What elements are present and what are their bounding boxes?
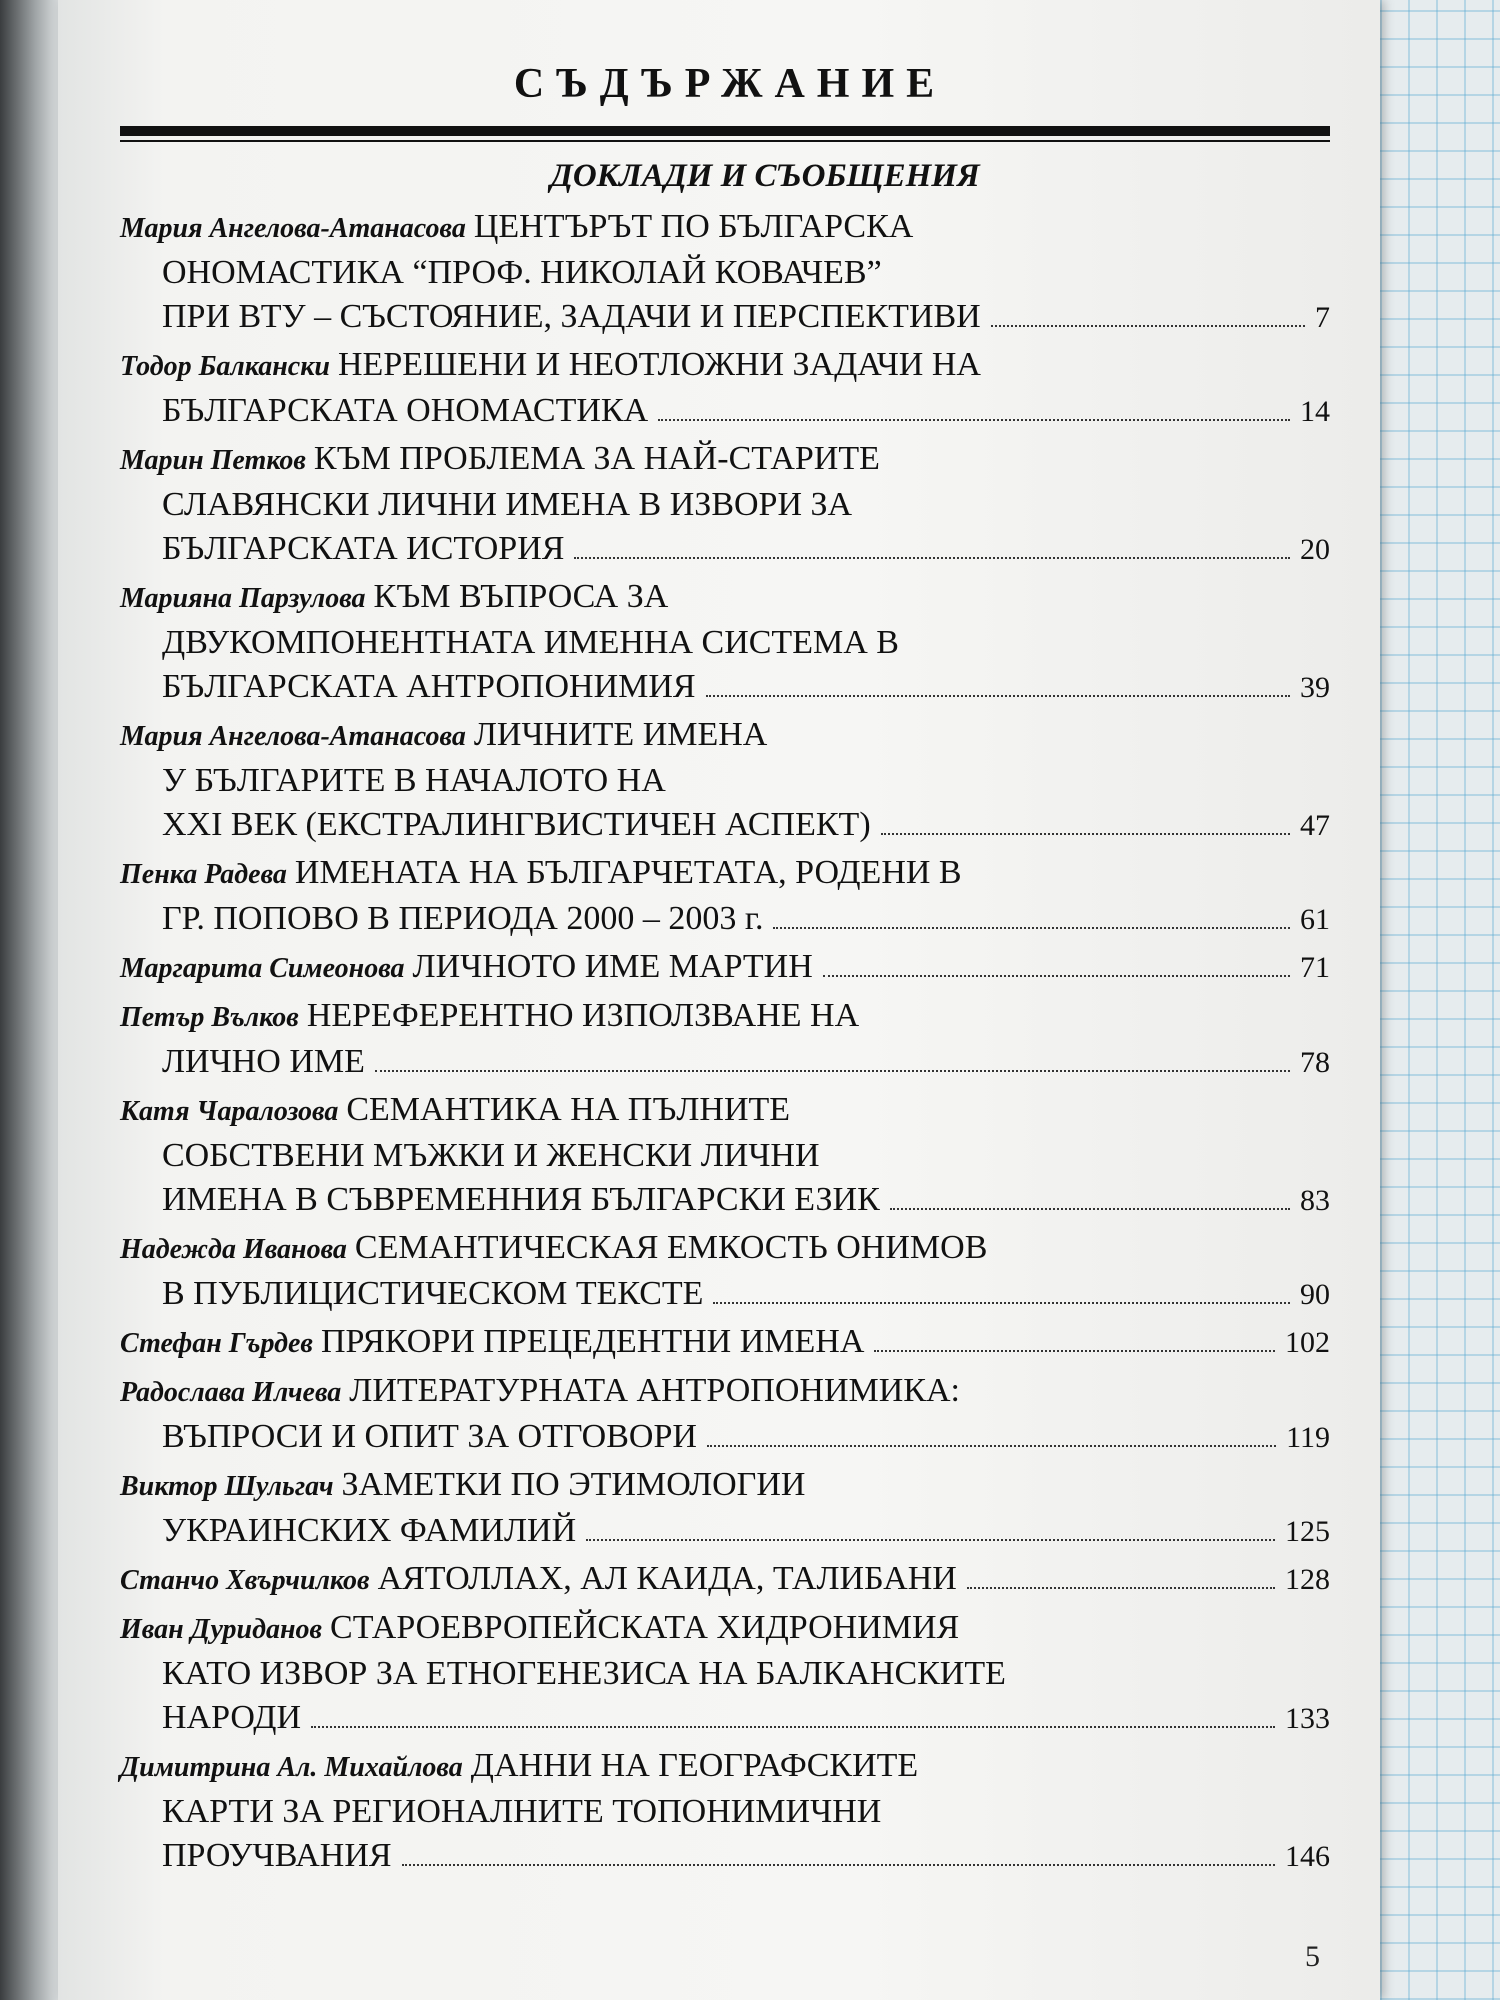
toc-entry-line bbox=[120, 1834, 1330, 1879]
toc-entry-line bbox=[120, 1744, 1330, 1790]
toc-entry-title: ГР. ПОПОВО В ПЕРИОДА 2000 – 2003 г. bbox=[162, 900, 764, 937]
toc-entry-title: НЕРЕШЕНИ И НЕОТЛОЖНИ ЗАДАЧИ НА bbox=[338, 346, 981, 383]
toc-entry-page: 146 bbox=[1285, 1840, 1330, 1873]
dot-leader bbox=[707, 1445, 1276, 1447]
toc-entry-line bbox=[120, 437, 1330, 483]
toc-entry-line bbox=[120, 621, 1330, 665]
toc-entry-line bbox=[120, 1088, 1330, 1134]
dot-leader bbox=[991, 325, 1305, 327]
toc-entry-line bbox=[120, 1557, 1330, 1603]
toc-entry-line bbox=[120, 994, 1330, 1040]
toc-entry-author: Марияна Парзулова bbox=[120, 583, 366, 614]
toc-entry-line bbox=[120, 897, 1330, 942]
toc-entry bbox=[120, 1557, 1330, 1603]
toc-entry-page: 7 bbox=[1315, 301, 1330, 334]
dot-leader bbox=[706, 695, 1290, 697]
dot-leader bbox=[713, 1302, 1290, 1304]
toc-entry bbox=[120, 575, 1330, 710]
dot-leader bbox=[658, 419, 1290, 421]
toc-entry-author: Стефан Гърдев bbox=[120, 1328, 313, 1359]
toc-entry bbox=[120, 713, 1330, 848]
toc-entry-line bbox=[120, 1272, 1330, 1317]
toc-entry-title: НАРОДИ bbox=[162, 1699, 302, 1736]
toc-entry-line bbox=[120, 1652, 1330, 1696]
toc-content bbox=[120, 60, 1330, 1882]
dot-leader bbox=[402, 1864, 1275, 1866]
toc-entry-page: 102 bbox=[1285, 1326, 1330, 1359]
toc-entry-title: XXI ВЕК (ЕКСТРАЛИНГВИСТИЧЕН АСПЕКТ) bbox=[162, 806, 871, 843]
toc-entry-line bbox=[120, 1226, 1330, 1272]
toc-entry-line bbox=[120, 343, 1330, 389]
toc-entry-title: ЛИЧНИТЕ ИМЕНА bbox=[473, 716, 768, 753]
dot-leader bbox=[311, 1726, 1275, 1728]
toc-entry bbox=[120, 1606, 1330, 1741]
toc-entry-author: Мария Ангелова-Атанасова bbox=[120, 721, 466, 752]
dot-leader bbox=[586, 1539, 1275, 1541]
toc-entry bbox=[120, 1320, 1330, 1366]
toc-entry-page: 20 bbox=[1300, 533, 1330, 566]
toc-entry-author: Петър Вълков bbox=[120, 1002, 299, 1033]
background-grid-paper bbox=[1380, 0, 1500, 2000]
toc-entry bbox=[120, 1369, 1330, 1460]
toc-entry-title: ПРИ ВТУ – СЪСТОЯНИЕ, ЗАДАЧИ И ПЕРСПЕКТИВИ bbox=[162, 298, 981, 335]
dot-leader bbox=[874, 1350, 1275, 1352]
toc-entry-title: БЪЛГАРСКАТА ИСТОРИЯ bbox=[162, 530, 565, 567]
toc-entry-line bbox=[120, 945, 1330, 991]
toc-list bbox=[120, 205, 1330, 1879]
toc-entry bbox=[120, 1744, 1330, 1879]
toc-entry-title: ПРЯКОРИ ПРЕЦЕДЕНТНИ ИМЕНА bbox=[320, 1323, 865, 1360]
toc-entry bbox=[120, 437, 1330, 572]
toc-entry-title: ИМЕНА В СЪВРЕМЕННИЯ БЪЛГАРСКИ ЕЗИК bbox=[162, 1181, 880, 1218]
toc-entry-author: Надежда Иванова bbox=[120, 1234, 347, 1265]
toc-entry-title: ДВУКОМПОНЕНТНАТА ИМЕННА СИСТЕМА В bbox=[162, 624, 899, 661]
toc-entry-line bbox=[120, 1040, 1330, 1085]
toc-entry-title: СТАРОЕВРОПЕЙСКАТА ХИДРОНИМИЯ bbox=[330, 1609, 960, 1646]
toc-entry bbox=[120, 343, 1330, 434]
toc-entry-title: СЕМАНТИЧЕСКАЯ ЕМКОСТЬ ОНИМОВ bbox=[354, 1229, 988, 1266]
toc-entry-line bbox=[120, 851, 1330, 897]
title-rule-thick bbox=[120, 126, 1330, 136]
toc-entry-title: ВЪПРОСИ И ОПИТ ЗА ОТГОВОРИ bbox=[162, 1418, 697, 1455]
toc-entry-page: 128 bbox=[1285, 1563, 1330, 1596]
toc-entry-line bbox=[120, 1320, 1330, 1366]
toc-entry-line bbox=[120, 483, 1330, 527]
toc-entry-page: 78 bbox=[1300, 1046, 1330, 1079]
toc-entry-title: В ПУБЛИЦИСТИЧЕСКОМ ТЕКСТЕ bbox=[162, 1275, 704, 1312]
toc-entry-line bbox=[120, 1415, 1330, 1460]
toc-entry-title: ДАННИ НА ГЕОГРАФСКИТЕ bbox=[470, 1747, 919, 1784]
toc-entry-title: СОБСТВЕНИ МЪЖКИ И ЖЕНСКИ ЛИЧНИ bbox=[162, 1137, 820, 1174]
toc-entry-author: Марин Петков bbox=[120, 445, 306, 476]
toc-entry-author: Иван Дуриданов bbox=[120, 1614, 323, 1645]
toc-entry-author: Димитрина Ал. Михайлова bbox=[120, 1752, 463, 1783]
toc-entry-line bbox=[120, 205, 1330, 251]
toc-entry-title: КАТО ИЗВОР ЗА ЕТНОГЕНЕЗИСА НА БАЛКАНСКИТЕ bbox=[162, 1655, 1006, 1692]
toc-entry-author: Пенка Радева bbox=[120, 859, 287, 890]
toc-entry-page: 125 bbox=[1285, 1515, 1330, 1548]
toc-entry-title: ЛИЧНО ИМЕ bbox=[162, 1043, 365, 1080]
toc-entry-line bbox=[120, 1696, 1330, 1741]
toc-entry-title: ЗАМЕТКИ ПО ЭТИМОЛОГИИ bbox=[341, 1466, 806, 1503]
toc-entry-title: ЛИТЕРАТУРНАТА АНТРОПОНИМИКА: bbox=[349, 1372, 960, 1409]
toc-entry-author: Виктор Шульгач bbox=[120, 1471, 334, 1502]
toc-entry bbox=[120, 1226, 1330, 1317]
toc-entry-line bbox=[120, 803, 1330, 848]
page-number: 5 bbox=[1305, 1940, 1320, 1973]
toc-entry bbox=[120, 945, 1330, 991]
toc-entry bbox=[120, 1088, 1330, 1223]
dot-leader bbox=[967, 1587, 1275, 1589]
page-title: СЪДЪРЖАНИЕ bbox=[513, 61, 947, 107]
toc-entry-line bbox=[120, 527, 1330, 572]
book-page bbox=[58, 0, 1380, 2000]
toc-entry-page: 47 bbox=[1300, 809, 1330, 842]
toc-entry-author: Мария Ангелова-Атанасова bbox=[120, 213, 466, 244]
toc-entry-title: БЪЛГАРСКАТА АНТРОПОНИМИЯ bbox=[162, 668, 696, 705]
toc-entry-line bbox=[120, 575, 1330, 621]
toc-entry-line bbox=[120, 1178, 1330, 1223]
toc-entry-title: БЪЛГАРСКАТА ОНОМАСТИКА bbox=[162, 392, 649, 429]
dot-leader bbox=[890, 1208, 1290, 1210]
toc-entry-line bbox=[120, 713, 1330, 759]
toc-entry-line bbox=[120, 295, 1330, 340]
toc-entry-author: Катя Чаралозова bbox=[120, 1096, 339, 1127]
toc-entry-line bbox=[120, 1790, 1330, 1834]
toc-entry-title: ЦЕНТЪРЪТ ПО БЪЛГАРСКА bbox=[473, 208, 914, 245]
toc-entry bbox=[120, 205, 1330, 340]
dot-leader bbox=[375, 1070, 1290, 1072]
toc-entry-page: 133 bbox=[1285, 1702, 1330, 1735]
toc-entry-title: УКРАИНСКИХ ФАМИЛИЙ bbox=[162, 1512, 577, 1549]
toc-entry-line bbox=[120, 1463, 1330, 1509]
title-rule-thin bbox=[120, 140, 1330, 142]
dot-leader bbox=[881, 833, 1290, 835]
toc-entry-page: 71 bbox=[1300, 951, 1330, 984]
toc-entry-author: Маргарита Симеонова bbox=[120, 953, 405, 984]
book-spine-shadow bbox=[0, 0, 58, 2000]
toc-entry-author: Тодор Балкански bbox=[120, 351, 330, 382]
toc-entry-title: ИМЕНАТА НА БЪЛГАРЧЕТАТА, РОДЕНИ В bbox=[294, 854, 962, 891]
toc-entry-page: 83 bbox=[1300, 1184, 1330, 1217]
toc-entry-page: 90 bbox=[1300, 1278, 1330, 1311]
toc-entry bbox=[120, 994, 1330, 1085]
dot-leader bbox=[823, 975, 1290, 977]
toc-entry-title: У БЪЛГАРИТЕ В НАЧАЛОТО НА bbox=[162, 762, 666, 799]
toc-entry bbox=[120, 851, 1330, 942]
toc-entry-line bbox=[120, 759, 1330, 803]
toc-entry-title: СЕМАНТИКА НА ПЪЛНИТЕ bbox=[346, 1091, 791, 1128]
toc-entry-line bbox=[120, 1369, 1330, 1415]
toc-entry bbox=[120, 1463, 1330, 1554]
toc-entry-author: Радослава Илчева bbox=[120, 1377, 342, 1408]
toc-entry-title: ЛИЧНОТО ИМЕ МАРТИН bbox=[412, 948, 813, 985]
toc-entry-title: КЪМ ПРОБЛЕМА ЗА НАЙ-СТАРИТЕ bbox=[313, 440, 880, 477]
toc-entry-line bbox=[120, 1606, 1330, 1652]
section-heading: ДОКЛАДИ И СЪОБЩЕНИЯ bbox=[550, 158, 980, 194]
toc-entry-line bbox=[120, 251, 1330, 295]
toc-entry-line bbox=[120, 1509, 1330, 1554]
toc-entry-title: КАРТИ ЗА РЕГИОНАЛНИТЕ ТОПОНИМИЧНИ bbox=[162, 1793, 882, 1830]
dot-leader bbox=[574, 557, 1290, 559]
toc-entry-page: 119 bbox=[1286, 1421, 1330, 1454]
toc-entry-author: Станчо Хвърчилков bbox=[120, 1565, 370, 1596]
toc-entry-title: СЛАВЯНСКИ ЛИЧНИ ИМЕНА В ИЗВОРИ ЗА bbox=[162, 486, 853, 523]
toc-entry-page: 39 bbox=[1300, 671, 1330, 704]
toc-entry-title: АЯТОЛЛАХ, АЛ КАИДА, ТАЛИБАНИ bbox=[377, 1560, 957, 1597]
toc-entry-page: 14 bbox=[1300, 395, 1330, 428]
dot-leader bbox=[773, 927, 1290, 929]
toc-entry-title: КЪМ ВЪПРОСА ЗА bbox=[373, 578, 669, 615]
toc-entry-line bbox=[120, 389, 1330, 434]
toc-entry-title: НЕРЕФЕРЕНТНО ИЗПОЛЗВАНЕ НА bbox=[306, 997, 860, 1034]
toc-entry-page: 61 bbox=[1300, 903, 1330, 936]
toc-entry-line bbox=[120, 665, 1330, 710]
toc-entry-title: ПРОУЧВАНИЯ bbox=[162, 1837, 392, 1874]
toc-entry-title: ОНОМАСТИКА “ПРОФ. НИКОЛАЙ КОВАЧЕВ” bbox=[162, 254, 882, 291]
toc-entry-line bbox=[120, 1134, 1330, 1178]
